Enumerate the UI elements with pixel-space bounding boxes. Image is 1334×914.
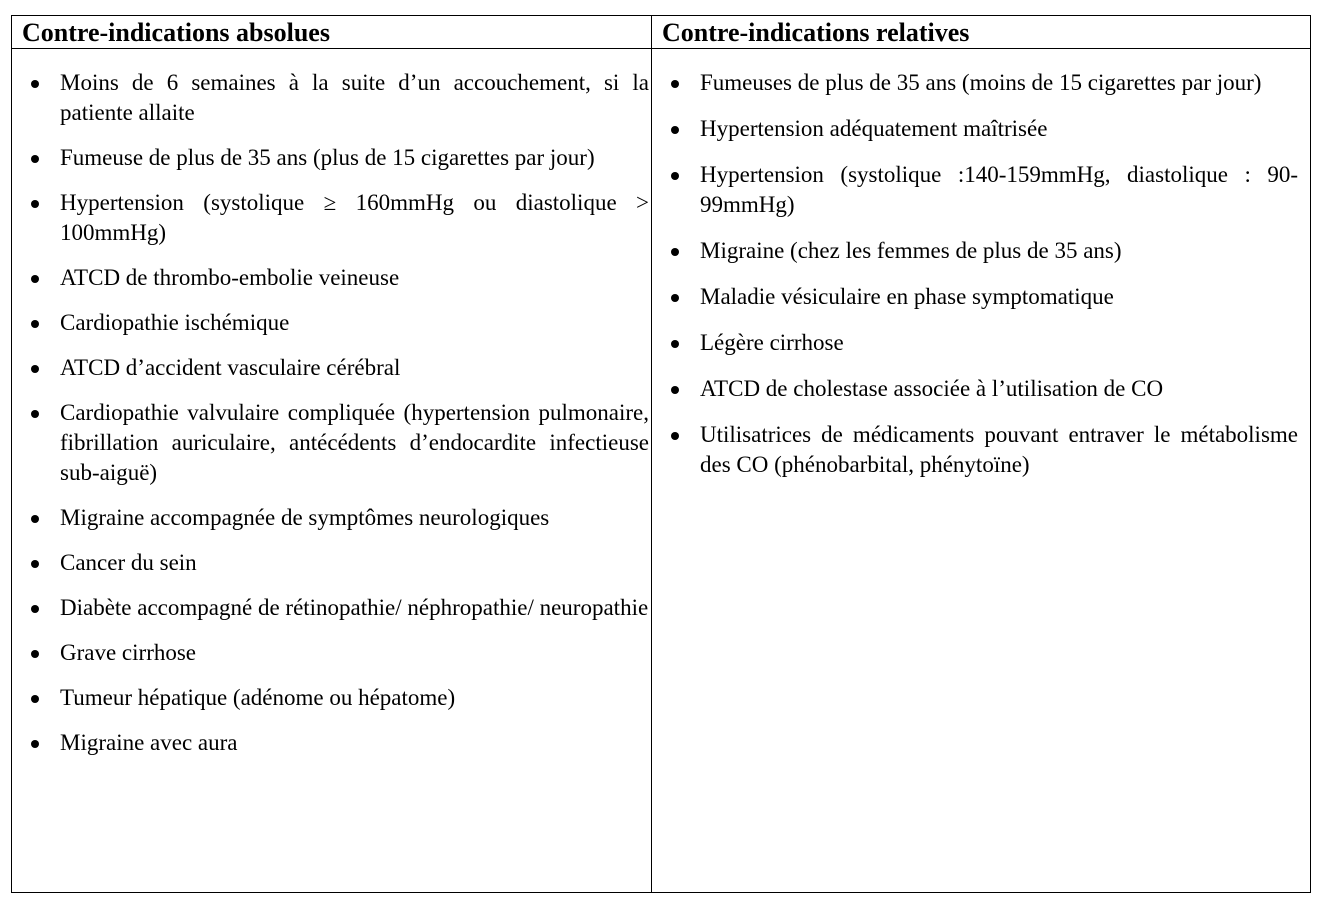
bullet-icon: [31, 275, 39, 283]
absolute-list: [31, 68, 649, 758]
bullet-icon: [31, 650, 39, 658]
list-item-text: Grave cirrhose: [60, 640, 197, 665]
list-item-text: Moins de 6 semaines à la suite d’un accouchement, si la patiente allaite: [60, 70, 649, 125]
list-item-text: Maladie vésiculaire en phase symptomatique: [700, 284, 1114, 309]
list-item-text: Migraine accompagnée de symptômes neurologiques: [60, 505, 550, 530]
bullet-icon: [671, 432, 679, 440]
list-item: [31, 308, 649, 338]
list-item-text: Diabète accompagné de rétinopathie/ néphropathie/ neuropathie: [60, 595, 649, 620]
list-item: [31, 398, 649, 488]
list-item-text: Hypertension adéquatement maîtrisée: [700, 116, 1048, 141]
bullet-icon: [671, 248, 679, 256]
relative-column-heading: Contre-indications relatives: [652, 16, 1310, 49]
bullet-icon: [671, 80, 679, 88]
bullet-icon: [31, 605, 39, 613]
list-item-text: Cardiopathie valvulaire compliquée (hypertension pulmonaire, fibrillation auriculaire, antécédents d’endocardite infectieuse sub-aiguë): [60, 400, 649, 485]
list-item: [31, 188, 649, 248]
bullet-icon: [31, 155, 39, 163]
list-item: [31, 68, 649, 128]
list-item: [31, 263, 649, 293]
relative-column: [652, 49, 1310, 892]
bullet-icon: [31, 80, 39, 88]
list-item-text: Hypertension (systolique :140-159mmHg, diastolique : 90-99mmHg): [700, 162, 1298, 217]
list-item: [671, 282, 1298, 312]
bullet-icon: [31, 695, 39, 703]
list-item: [31, 143, 649, 173]
list-item-text: Fumeuses de plus de 35 ans (moins de 15 cigarettes par jour): [700, 70, 1262, 95]
list-item-text: ATCD de cholestase associée à l’utilisation de CO: [700, 376, 1164, 401]
bullet-icon: [671, 386, 679, 394]
list-item-text: Migraine (chez les femmes de plus de 35 ans): [700, 238, 1122, 263]
list-item: [671, 328, 1298, 358]
list-item-text: Cancer du sein: [60, 550, 197, 575]
list-item-text: ATCD d’accident vasculaire cérébral: [60, 355, 401, 380]
bullet-icon: [671, 126, 679, 134]
bullet-icon: [31, 560, 39, 568]
bullet-icon: [31, 515, 39, 523]
relative-list: [671, 68, 1298, 480]
contraindications-table: [11, 15, 1311, 893]
list-item: [671, 68, 1298, 98]
list-item-text: Cardiopathie ischémique: [60, 310, 290, 335]
bullet-icon: [31, 740, 39, 748]
bullet-icon: [31, 410, 39, 418]
list-item: [31, 593, 649, 623]
list-item: [671, 236, 1298, 266]
list-item: [31, 638, 649, 668]
list-item-text: Fumeuse de plus de 35 ans (plus de 15 cigarettes par jour): [60, 145, 595, 170]
list-item-text: ATCD de thrombo-embolie veineuse: [60, 265, 400, 290]
list-item: [31, 353, 649, 383]
list-item: [671, 374, 1298, 404]
list-item-text: Hypertension (systolique ≥ 160mmHg ou diastolique > 100mmHg): [60, 190, 649, 245]
list-item-text: Migraine avec aura: [60, 730, 238, 755]
bullet-icon: [671, 340, 679, 348]
list-item: [671, 420, 1298, 480]
list-item-text: Légère cirrhose: [700, 330, 844, 355]
list-item-text: Tumeur hépatique (adénome ou hépatome): [60, 685, 456, 710]
list-item-text: Utilisatrices de médicaments pouvant entraver le métabolisme des CO (phénobarbital, phénytoïne): [700, 422, 1298, 477]
bullet-icon: [671, 294, 679, 302]
list-item: [31, 548, 649, 578]
absolute-column-heading: Contre-indications absolues: [12, 16, 652, 49]
bullet-icon: [671, 172, 679, 180]
bullet-icon: [31, 200, 39, 208]
bullet-icon: [31, 365, 39, 373]
list-item: [31, 503, 649, 533]
list-item: [31, 683, 649, 713]
absolute-column: [12, 49, 652, 892]
list-item: [671, 160, 1298, 220]
list-item: [31, 728, 649, 758]
bullet-icon: [31, 320, 39, 328]
list-item: [671, 114, 1298, 144]
